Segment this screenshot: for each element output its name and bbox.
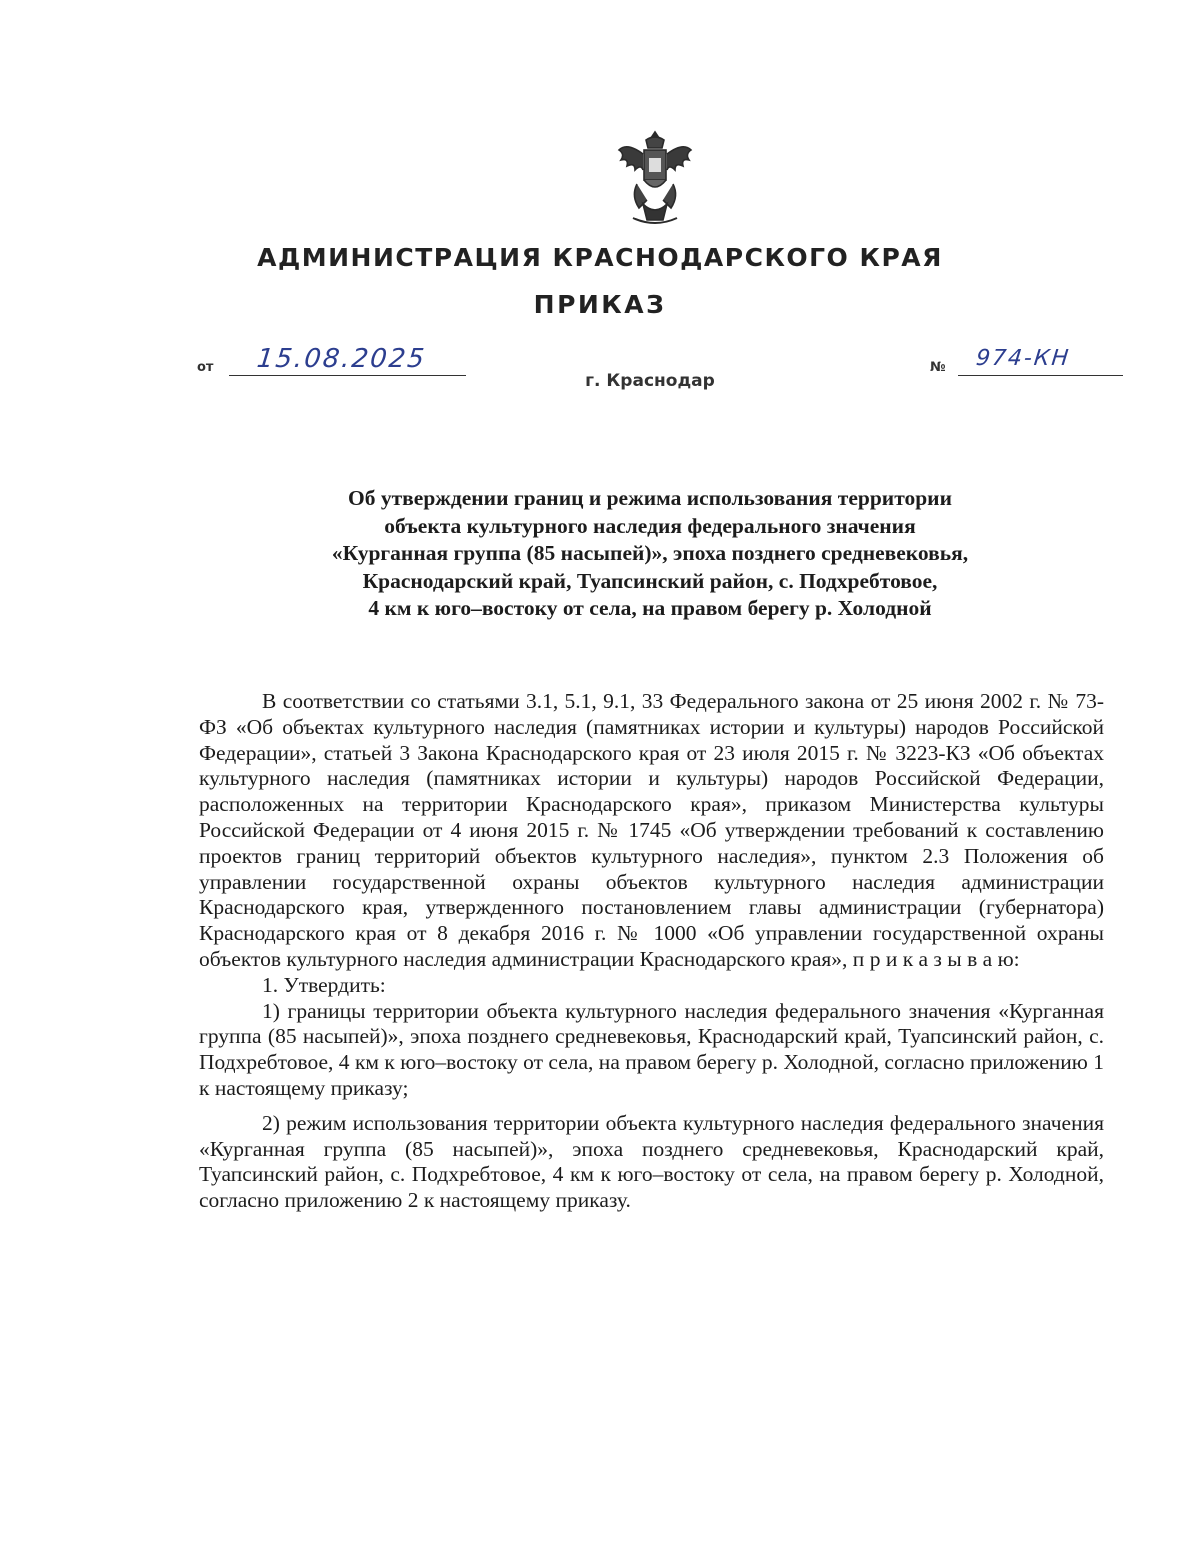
document-title [200,485,1100,623]
title-line: Краснодарский край, Туапсинский район, с. Подхребтовое, [362,568,938,593]
preamble-paragraph: В соответствии со статьями 3.1, 5.1, 9.1, 33 Федерального закона от 25 июня 2002 г. № 73-ФЗ «Об объектах культурного наследия (памятниках истории и культуры) народов Российской Федерации», статьей 3 Закона Краснодарского края от 23 июля 2015 г. № 3223-КЗ «Об объектах культурного наследия (памятниках истории и культуры) народов Российской Федерации, расположенных на территории Краснодарского края», приказом Министерства культуры Российской Федерации от 4 июня 2015 г. № 1745 «Об утверждении требований к составлению проектов границ территорий объектов культурного наследия», пунктом 2.3 Положения об управлении государственной охраны объектов культурного наследия администрации Краснодарского края, утвержденного постановлением главы администрации (губернатора) Краснодарского края от 8 декабря 2016 г. № 1000 «Об управлении государственной охраны объектов культурного наследия администрации Краснодарского края», п р и к а з ы в а ю: [199,689,1104,971]
handwritten-number: 974-КН [974,346,1072,371]
handwritten-date: 15.08.2025 [255,344,428,374]
title-line: объекта культурного наследия федерального значения [384,513,916,538]
document-type: ПРИКАЗ [533,290,667,319]
organization-name: АДМИНИСТРАЦИЯ КРАСНОДАРСКОГО КРАЯ [257,243,943,272]
clause-1-1: 1) границы территории объекта культурного наследия федерального значения «Курганная группа (85 насыпей)», эпоха позднего средневековья, Краснодарский край, Туапсинский район, с. Подхребтовое, 4 км к юго–востоку от села, на правом берегу р. Холодной, согласно приложению 1 к настоящему приказу; [199,998,1104,1100]
city: г. Краснодар [585,371,715,391]
clause-1: 1. Утвердить: [262,972,386,997]
clause-1-2: 2) режим использования территории объекта культурного наследия федерального значения «Курганная группа (85 насыпей)», эпоха позднего средневековья, Краснодарский край, Туапсинский район, с. Подхребтовое, 4 км к юго–востоку от села, на правом берегу р. Холодной, согласно приложению 2 к настоящему приказу. [199,1110,1104,1213]
date-label: от [197,360,214,375]
title-line: 4 км к юго–востоку от села, на правом берегу р. Холодной [368,596,932,620]
title-line: Об утверждении границ и режима использования территории [348,486,952,510]
number-label: № [930,360,946,375]
title-line: «Курганная группа (85 насыпей)», эпоха позднего средневековья, [331,541,969,565]
coat-of-arms-icon [613,128,697,228]
document-body [199,689,1104,1214]
